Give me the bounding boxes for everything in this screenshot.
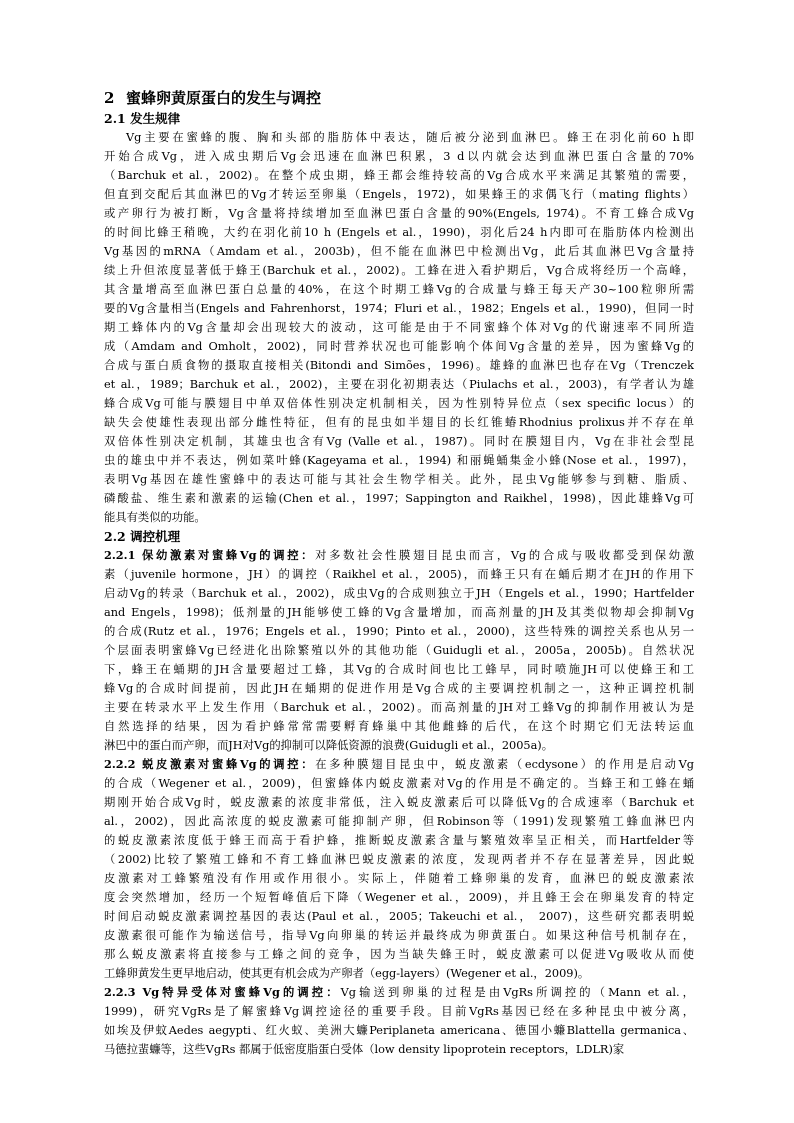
line-text: 要的Vg含量相当(Engels and Fahrenhorst，1974；Fluri et al.，1982；Engels et al.，1990)，但同一时 (104, 302, 694, 315)
text-line (104, 223, 694, 242)
line-text: 成（Amdam and Omholt，2002)，同时营养状况也可能影响个体间Vg含量的差异，因为蜜蜂Vg的 (104, 340, 694, 353)
line-text: 皮激素很可能作为输送信号，指导Vg向卵巢的转运并最终成为卵黄蛋白。如果这种信号机制存在， (104, 929, 694, 942)
text-line (104, 603, 694, 622)
line-text: 对多数社会性膜翅目昆虫而言，Vg的合成与吸收都受到保幼激 (315, 549, 694, 562)
text-line (104, 299, 694, 318)
line-text: 的合成（Wegener et al.，2009)，但蜜蜂体内蜕皮激素对Vg的作用是不确定的。当蜂王和工蜂在蛹 (104, 777, 694, 790)
line-text: 蜂Vg的合成时间提前，因此JH在蛹期的促进作用是Vg合成的主要调控机制之一，这种正调控机制 (104, 682, 694, 695)
text-line (104, 565, 694, 584)
line-text: et al.，1989；Barchuk et al.，2002)，主要在羽化初期表达（Piulachs et al.，2003)，有学者认为雄 (104, 378, 694, 391)
text-line (104, 679, 694, 698)
text-line (104, 907, 694, 926)
line-text: 皮激素对工蜂繁殖没有作用或作用很小。实际上，伴随着工蜂卵巢的发育，血淋巴的蜕皮激素浓 (104, 872, 694, 885)
line-text: 缺失会使雄性表现出部分雌性特征，但有的昆虫如半翅目的长红锥蝽Rhodnius prolixus并不存在单 (104, 416, 694, 429)
text-line (104, 888, 694, 907)
text-line (104, 964, 694, 983)
line-text: 素（juvenile hormone，JH）的调控（Raikhel et al.，2005)，而蜂王只有在蛹后期才在JH的作用下 (104, 568, 694, 581)
line-text: 度会突然增加，经历一个短暂峰值后下降（Wegener et al.，2009)，并且蜂王会在卵巢发育的特定 (104, 891, 694, 904)
text-line (104, 147, 694, 166)
line-text: 能具有类似的功能。 (104, 511, 206, 524)
text-line (104, 755, 694, 774)
text-line (104, 451, 694, 470)
line-text: 期工蜂体内的Vg含量却会出现较大的波动，这可能是由于不同蜜蜂个体对Vg的代谢速率不同所造 (104, 321, 694, 334)
text-line (104, 983, 694, 1002)
line-text: 开始合成Vg，进入成虫期后Vg会迅速在血淋巴积累，3 d以内就会达到血淋巴蛋白含量的70% (104, 150, 694, 163)
line-text: 下，蜂王在蛹期的JH含量要超过工蜂，其Vg的合成时间也比工蜂早，同时喷施JH可以使蜂王和工 (104, 663, 694, 676)
text-line (104, 793, 694, 812)
line-text: 虫的雄虫中并不表达，例如菜叶蜂(Kageyama et al.，1994) 和丽蝇蛹集金小蜂(Nose et al.，1997)， (104, 454, 694, 467)
paragraph-2-2-3 (104, 983, 694, 1059)
line-text: （Barchuk et al.，2002)。在整个成虫期，蜂王都会维持较高的Vg合成水平来满足其繁殖的需要， (104, 169, 694, 182)
text-line (104, 850, 694, 869)
text-line (104, 546, 694, 565)
line-text: 或产卵行为被打断，Vg含量将持续增加至血淋巴蛋白含量的90%(Engels, 1974)。不育工蜂合成Vg (104, 207, 694, 220)
text-line (104, 432, 694, 451)
line-text: （2002)比较了繁殖工蜂和不育工蜂血淋巴蜕皮激素的浓度，发现两者并不存在显著差异，因此蜕 (104, 853, 694, 866)
text-line (104, 698, 694, 717)
subsection-heading-2-1: 2.1 发生规律 (104, 111, 181, 126)
line-text: Vg基因的mRNA（Amdam et al.，2003b)，但不能在血淋巴中检测出Vg，此后其血淋巴Vg含量持 (104, 245, 694, 258)
line-text: 马德拉蜚蠊等，这些VgRs 都属于低密度脂蛋白受体（low density lipoprotein receptors，LDLR)家 (104, 1043, 625, 1056)
section-title: 蜜蜂卵黄原蛋白的发生与调控 (126, 89, 322, 107)
text-line (104, 337, 694, 356)
text-line (104, 717, 694, 736)
section-heading (104, 88, 694, 109)
text-line (104, 356, 694, 375)
text-line (104, 375, 694, 394)
text-line (104, 831, 694, 850)
text-line (104, 774, 694, 793)
text-line (104, 641, 694, 660)
text-line (104, 470, 694, 489)
line-text: 的合成(Rutz et al.，1976；Engels et al.，1990；Pinto et al.，2000)，这些特殊的调控关系也从另一 (104, 625, 694, 638)
text-line (104, 318, 694, 337)
section-number: 2 (104, 89, 115, 107)
text-line (104, 926, 694, 945)
line-text: 续上升但浓度显著低于蜂王(Barchuk et al.，2002)。工蜂在进入看护期后，Vg合成将经历一个高峰， (104, 264, 694, 277)
line-text: Vg主要在蜜蜂的腹、胸和头部的脂肪体中表达，随后被分泌到血淋巴。蜂王在羽化前60 h即 (126, 131, 694, 144)
line-text: and Engels，1998)；低剂量的JH能够使工蜂的Vg含量增加，而高剂量的JH及其类似物却会抑制Vg (104, 606, 694, 619)
line-text: 双倍体性别决定机制，其雄虫也含有Vg (Valle et al.，1987)。同时在膜翅目内，Vg在非社会型昆 (104, 435, 694, 448)
text-line (104, 736, 694, 755)
text-line (104, 660, 694, 679)
line-text: 其含量增高至血淋巴蛋白总量的40%，在这个时期工蜂Vg的合成量与蜂王每天产30~100粒卵所需 (104, 283, 694, 296)
line-text: 那么蜕皮激素将直接参与工蜂之间的竞争，因为当缺失蜂王时，蜕皮激素可以促进Vg吸收从而使 (104, 948, 694, 961)
line-text: 期刚开始合成Vg时，蜕皮激素的浓度非常低，注入蜕皮激素后可以降低Vg的合成速率（Barchuk et (104, 796, 694, 809)
paragraph-2-2-2 (104, 755, 694, 983)
text-line (104, 261, 694, 280)
text-line (104, 945, 694, 964)
line-text: 时间启动蜕皮激素调控基因的表达(Paul et al.，2005；Takeuchi et al.， 2007)，这些研究都表明蜕 (104, 910, 694, 923)
text-line (104, 185, 694, 204)
text-line (104, 394, 694, 413)
text-line (104, 812, 694, 831)
line-text: Vg输送到卵巢的过程是由VgRs所调控的（Mann et al.， (340, 986, 694, 999)
text-line (104, 242, 694, 261)
line-text: 磷酸盐、维生素和激素的运输(Chen et al.，1997；Sappington and Raikhel，1998)，因此雄蜂Vg可 (104, 492, 694, 505)
line-text: 主要在转录水平上发生作用（Barchuk et al.，2002)。而高剂量的JH对工蜂Vg的抑制作用被认为是 (104, 701, 694, 714)
text-line (104, 1040, 694, 1059)
subsection-heading-2-2: 2.2 调控机理 (104, 529, 181, 544)
text-line (104, 1021, 694, 1040)
line-text: 的时间比蜂王稍晚，大约在羽化前10 h (Engels et al.，1990)，羽化后24 h内即可在脂肪体内检测出 (104, 226, 694, 239)
line-text: 合成与蛋白质食物的摄取直接相关(Bitondi and Simões，1996)。雄蜂的血淋巴也存在Vg（Trenczek (104, 359, 694, 372)
paragraph-lead: 2.2.1 保幼激素对蜜蜂Vg的调控： (104, 548, 316, 562)
text-line (104, 622, 694, 641)
text-line (104, 584, 694, 603)
line-text: 个层面表明蜜蜂Vg已经进化出除繁殖以外的其他功能（Guidugli et al.，2005a，2005b)。自然状况 (104, 644, 694, 657)
line-text: 1999)，研究VgRs是了解蜜蜂Vg调控途径的重要手段。目前VgRs基因已经在多种昆虫中被分离， (104, 1005, 694, 1018)
paragraph-2-1 (104, 128, 694, 527)
text-line (104, 204, 694, 223)
text-line (104, 166, 694, 185)
text-line (104, 508, 694, 527)
text-line (104, 280, 694, 299)
line-text: 淋巴中的蛋白而产卵，而JH对Vg的抑制可以降低资源的浪费(Guidugli et al.，2005a)。 (104, 739, 554, 752)
line-text: 自然选择的结果，因为看护蜂常常需要孵育蜂巢中其他雌蜂的后代，在这个时期它们无法转运血 (104, 720, 694, 733)
line-text: 但直到交配后其血淋巴的Vg才转运至卵巢（Engels，1972)，如果蜂王的求偶飞行（mating flights） (104, 188, 694, 201)
text-line (104, 1002, 694, 1021)
paragraph-lead: 2.2.2 蜕皮激素对蜜蜂Vg的调控： (104, 757, 316, 771)
line-text: 如埃及伊蚊Aedes aegypti、红火蚁、美洲大蠊Periplaneta americana、德国小蠊Blattella germanica、 (104, 1024, 694, 1037)
line-text: 启动Vg的转录（Barchuk et al.，2002)，成虫Vg的合成则独立于JH（Engels et al.，1990；Hartfelder (104, 587, 694, 600)
line-text: 在多种膜翅目昆虫中，蜕皮激素（ecdysone）的作用是启动Vg (315, 758, 694, 771)
text-line (104, 869, 694, 888)
main-content (104, 88, 694, 1059)
line-text: al.，2002)，因此高浓度的蜕皮激素可能抑制产卵，但Robinson等（1991)发现繁殖工蜂血淋巴内 (104, 815, 694, 828)
line-text: 蜂合成Vg可能与膜翅目中单双倍体性别决定机制相关，因为性别特异位点（sex specific locus）的 (104, 397, 694, 410)
text-line (104, 489, 694, 508)
paragraph-2-2-1 (104, 546, 694, 755)
line-text: 工蜂卵黄发生更早地启动，使其更有机会成为产卵者（egg-layers）(Wegener et al.，2009)。 (104, 967, 590, 980)
text-line (104, 413, 694, 432)
text-line (104, 128, 694, 147)
line-text: 的蜕皮激素浓度低于蜂王而高于看护蜂，推断蜕皮激素含量与繁殖效率呈正相关，而Hartfelder等 (104, 834, 694, 847)
paragraph-lead: 2.2.3 Vg特异受体对蜜蜂Vg的调控： (104, 985, 341, 999)
line-text: 表明Vg基因在雄性蜜蜂中的表达可能与其社会生物学相关。此外，昆虫Vg能够参与到糖、脂质、 (104, 473, 694, 486)
